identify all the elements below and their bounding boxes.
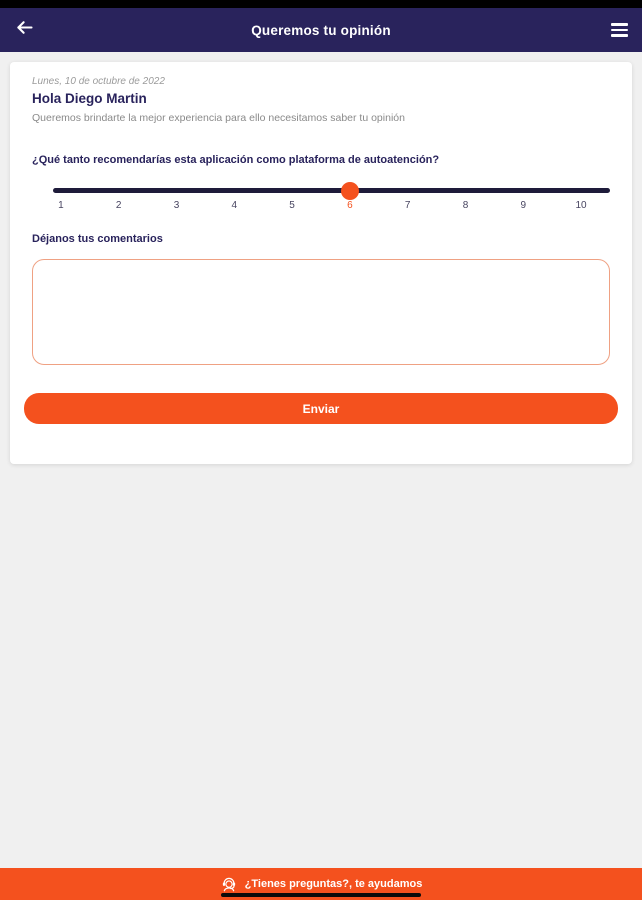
slider-scale-label[interactable]: 8 bbox=[462, 200, 469, 211]
intro-text: Queremos brindarte la mejor experiencia para ello necesitamos saber tu opinión bbox=[32, 112, 405, 124]
gesture-handle bbox=[221, 893, 421, 898]
slider-scale-label[interactable]: 4 bbox=[231, 200, 238, 211]
slider-scale-label[interactable]: 10 bbox=[575, 200, 587, 211]
headset-agent-icon bbox=[220, 875, 238, 893]
slider-scale-label[interactable]: 6 bbox=[347, 200, 353, 211]
comments-label: Déjanos tus comentarios bbox=[32, 233, 163, 245]
help-text: ¿Tienes preguntas?, te ayudamos bbox=[244, 878, 423, 890]
greeting-text: Hola Diego Martin bbox=[32, 91, 147, 106]
date-text: Lunes, 10 de octubre de 2022 bbox=[32, 76, 165, 87]
status-bar bbox=[0, 0, 642, 8]
slider-scale-label[interactable]: 5 bbox=[289, 200, 295, 211]
submit-button[interactable]: Enviar bbox=[24, 393, 618, 424]
slider-scale-label[interactable]: 7 bbox=[404, 200, 411, 211]
slider-scale-label[interactable]: 9 bbox=[520, 200, 527, 211]
app-bar bbox=[0, 8, 642, 52]
content-area bbox=[0, 52, 642, 900]
slider-scale-label[interactable]: 2 bbox=[115, 200, 122, 211]
comments-textarea[interactable] bbox=[32, 259, 610, 365]
slider-thumb[interactable] bbox=[341, 182, 359, 200]
back-button[interactable] bbox=[14, 16, 42, 44]
menu-button[interactable] bbox=[604, 18, 628, 42]
arrow-left-icon bbox=[14, 17, 35, 43]
page-title: Queremos tu opinión bbox=[251, 22, 391, 38]
rating-slider bbox=[32, 188, 610, 193]
slider-track[interactable] bbox=[53, 188, 610, 193]
feedback-card bbox=[10, 62, 632, 464]
slider-scale-label[interactable]: 3 bbox=[173, 200, 180, 211]
slider-scale-label[interactable]: 1 bbox=[58, 200, 64, 211]
slider-scale bbox=[32, 200, 610, 211]
rating-question: ¿Qué tanto recomendarías esta aplicación como plataforma de autoatención? bbox=[32, 154, 440, 166]
